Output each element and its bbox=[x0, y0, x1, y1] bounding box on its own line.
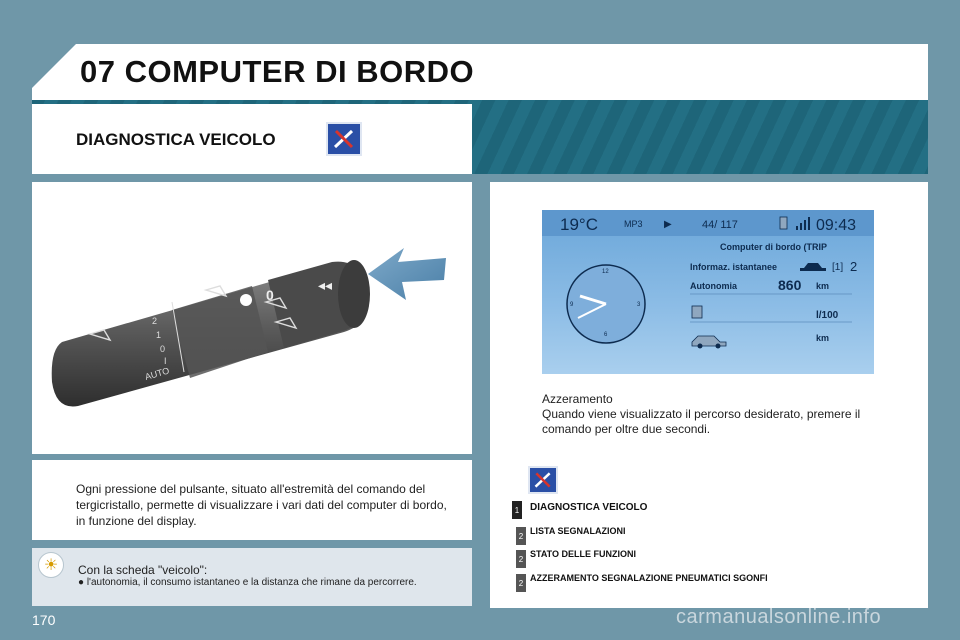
menu-item-stato-funzioni: STATO DELLE FUNZIONI bbox=[530, 549, 636, 559]
sun-tip-icon: ☀ bbox=[38, 552, 64, 578]
clock-number: 6 bbox=[604, 332, 608, 338]
display-heading: Computer di bordo (TRIP bbox=[720, 242, 827, 252]
stalk-auto-label: AUTO bbox=[143, 365, 171, 382]
menu-item-diagnostica: DIAGNOSTICA VEICOLO bbox=[530, 502, 648, 513]
display-source: MP3 bbox=[624, 219, 643, 229]
display-row2-value: 860 bbox=[778, 277, 802, 293]
reset-text: Quando viene visualizzato il percorso desiderato, premere il comando per oltre due secondi. bbox=[542, 407, 861, 436]
car-icon bbox=[800, 263, 826, 271]
rewind-icon: ◂◂ bbox=[318, 277, 333, 293]
menu-item-azzeramento-pneumatici: AZZERAMENTO SEGNALAZIONE PNEUMATICI SGONFI bbox=[530, 573, 768, 583]
stalk-position-label: 2 bbox=[152, 316, 158, 326]
display-temperature: 19°C bbox=[560, 215, 598, 234]
watermark: carmanualsonline.info bbox=[676, 606, 882, 628]
tip-line-2: ● l'autonomia, il consumo istantaneo e la distanza che rimane da percorrere. bbox=[78, 577, 417, 588]
clock-number: 12 bbox=[602, 269, 609, 275]
description-text: Ogni pressione del pulsante, situato all'estremità del comando del tergicristallo, permette di visualizzare i vari dati del computer di bordo, in funzione del display. bbox=[76, 482, 447, 528]
display-track: 44/ 117 bbox=[702, 219, 738, 231]
display-row1-label: Informaz. istantanee bbox=[690, 262, 778, 272]
display-row3-unit: l/100 bbox=[816, 310, 839, 321]
display-row2-unit: km bbox=[816, 281, 830, 291]
phone-icon bbox=[780, 217, 787, 229]
stalk-position-label: I bbox=[164, 356, 167, 366]
stalk-button-label: 0 bbox=[266, 287, 274, 303]
menu-level-badge: 1 bbox=[512, 501, 522, 519]
reset-paragraph bbox=[542, 392, 872, 437]
stalk-position-label: 0 bbox=[160, 344, 166, 354]
car-side-icon bbox=[692, 336, 726, 349]
menu-level-badge: 2 bbox=[516, 527, 526, 545]
page-number: 170 bbox=[32, 612, 56, 628]
wiper-stalk-illustration-panel bbox=[32, 182, 472, 454]
dashboard-display bbox=[542, 210, 874, 374]
display-row1-extra: 2 bbox=[850, 259, 858, 274]
menu-item-lista-segnalazioni: LISTA SEGNALAZIONI bbox=[530, 526, 626, 536]
wiper-stalk-image bbox=[32, 182, 472, 454]
fuel-pump-icon bbox=[692, 306, 702, 318]
display-row4-unit: km bbox=[816, 333, 830, 343]
menu-level-badge: 2 bbox=[516, 574, 526, 592]
clock-number: 9 bbox=[570, 302, 574, 308]
display-row1-value: [1] bbox=[832, 262, 844, 273]
clock-number: 3 bbox=[637, 302, 641, 308]
chapter-title: 07 COMPUTER DI BORDO bbox=[80, 54, 475, 89]
reset-title: Azzeramento bbox=[542, 392, 613, 406]
display-time: 09:43 bbox=[816, 217, 857, 234]
tools-icon bbox=[326, 122, 362, 156]
stalk-position-label: 1 bbox=[156, 330, 162, 340]
play-icon: ▶ bbox=[664, 219, 672, 230]
menu-level-badge: 2 bbox=[516, 550, 526, 568]
tip-line-1: Con la scheda "veicolo": bbox=[78, 563, 208, 577]
display-row2-label: Autonomia bbox=[690, 281, 737, 291]
section-title: DIAGNOSTICA VEICOLO bbox=[76, 130, 276, 149]
menu-tools-icon bbox=[528, 466, 558, 494]
